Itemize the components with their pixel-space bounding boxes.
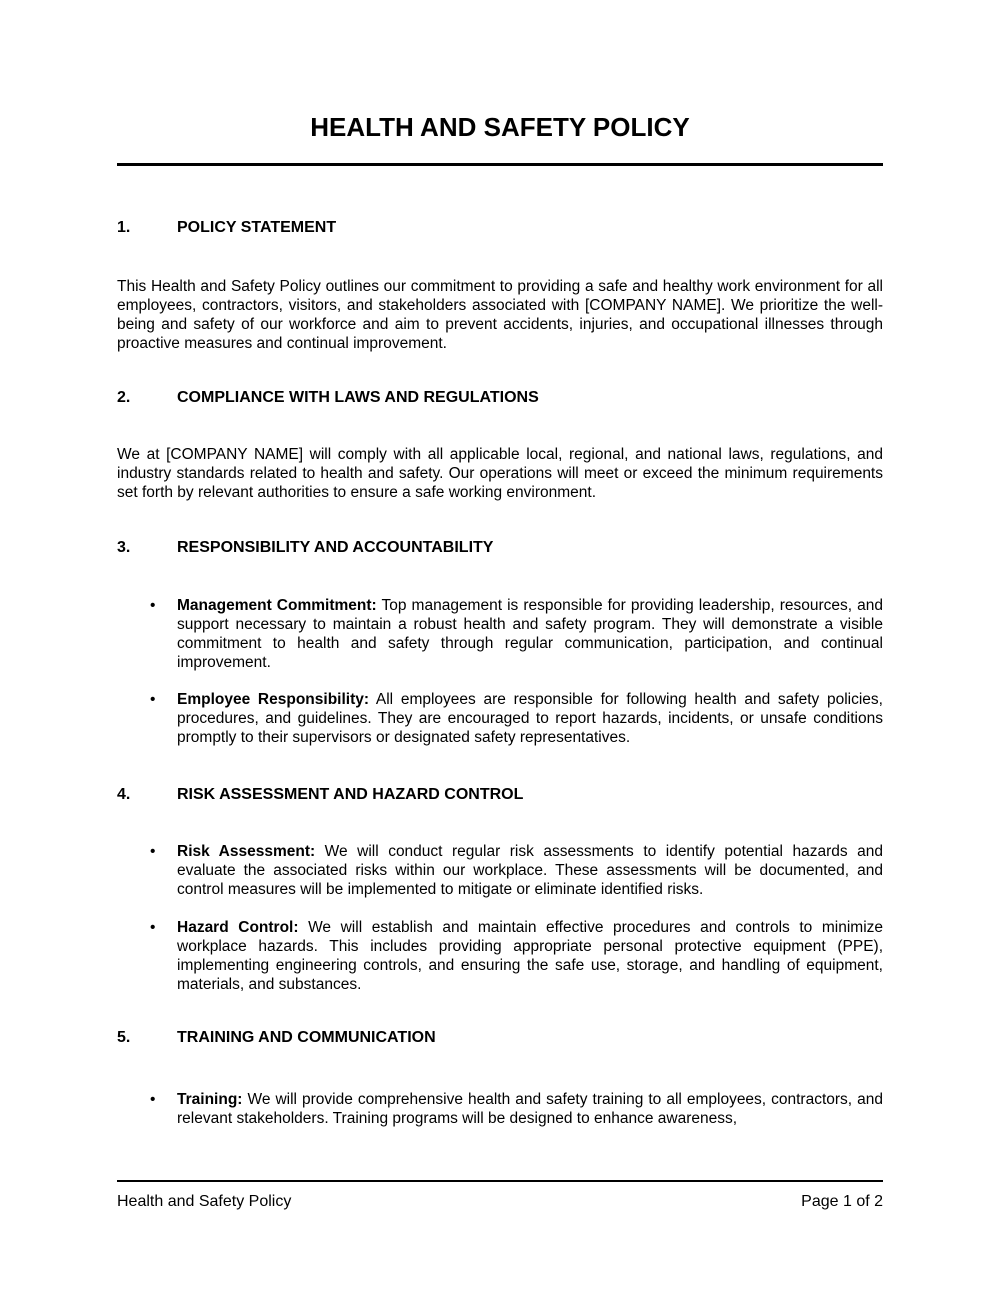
section-number: 2. <box>117 389 131 406</box>
footer-divider <box>117 1180 883 1182</box>
bullet-risk-assessment <box>117 842 883 899</box>
bullet-lead: Training: <box>177 1091 243 1108</box>
bullet-icon: • <box>150 1091 156 1108</box>
bullet-body: All employees are responsible for following health and safety policies, procedures, and guidelines. They are encouraged to report hazards, incidents, or unsafe conditions promptly to their supervisors or designated safety representatives. <box>177 691 883 746</box>
bullet-text <box>177 596 883 672</box>
section-heading-policy-statement <box>117 218 883 237</box>
paragraph-compliance: We at [COMPANY NAME] will comply with all applicable local, regional, and national laws, regulations, and industry standards related to health and safety. Our operations will meet or exceed the minimum requirements set forth by relevant authorities to ensure a safe working environment. <box>117 446 883 501</box>
bullet-icon: • <box>150 843 156 860</box>
section-title: TRAINING AND COMMUNICATION <box>177 1029 436 1046</box>
section-heading-responsibility <box>117 538 883 557</box>
bullet-training <box>117 1090 883 1128</box>
bullet-icon: • <box>150 597 156 614</box>
bullet-text <box>177 1090 883 1128</box>
section-title: POLICY STATEMENT <box>177 219 337 236</box>
bullet-text <box>177 690 883 747</box>
paragraph-policy-statement: This Health and Safety Policy outlines our commitment to providing a safe and healthy work environment for all employees, contractors, visitors, and stakeholders associated with [COMPANY NAME]. We prioritize the well-being and safety of our workforce and aim to prevent accidents, injuries, and occupational illnesses through proactive measures and continual improvement. <box>117 278 883 352</box>
bullet-body: We will conduct regular risk assessments to identify potential hazards and evaluate the associated risks within our workplace. These assessments will be documented, and control measures will be implemented to mitigate or eliminate identified risks. <box>177 843 883 898</box>
section-heading-training <box>117 1028 883 1047</box>
section-number: 5. <box>117 1029 131 1046</box>
footer-document-title: Health and Safety Policy <box>117 1193 292 1210</box>
bullet-lead: Management Commitment: <box>177 597 377 614</box>
bullet-body: We will provide comprehensive health and safety training to all employees, contractors, and relevant stakeholders. Training programs will be designed to enhance awareness, <box>177 1091 883 1127</box>
bullet-lead: Employee Responsibility: <box>177 691 370 708</box>
bullet-text <box>177 918 883 994</box>
bullet-management-commitment <box>117 596 883 672</box>
page-footer <box>117 1180 883 1211</box>
bullet-icon: • <box>150 691 156 708</box>
bullet-employee-responsibility <box>117 690 883 747</box>
section-title: COMPLIANCE WITH LAWS AND REGULATIONS <box>177 389 539 406</box>
section-title: RESPONSIBILITY AND ACCOUNTABILITY <box>177 539 494 556</box>
footer-page-number: Page 1 of 2 <box>801 1193 883 1210</box>
bullet-icon: • <box>150 919 156 936</box>
section-title: RISK ASSESSMENT AND HAZARD CONTROL <box>177 786 524 803</box>
section-number: 4. <box>117 786 131 803</box>
bullet-text <box>177 842 883 899</box>
title-divider <box>117 163 883 166</box>
section-heading-compliance <box>117 388 883 407</box>
bullet-body: Top management is responsible for providing leadership, resources, and support necessary to maintain a robust health and safety program. They will demonstrate a visible commitment to health and safety through regular communication, participation, and continual improvement. <box>177 597 883 671</box>
section-heading-risk-assessment <box>117 785 883 804</box>
bullet-lead: Risk Assessment: <box>177 843 316 860</box>
section-number: 1. <box>117 219 131 236</box>
bullet-hazard-control <box>117 918 883 994</box>
bullet-lead: Hazard Control: <box>177 919 299 936</box>
document-title: HEALTH AND SAFETY POLICY <box>310 112 690 142</box>
section-number: 3. <box>117 539 131 556</box>
bullet-body: We will establish and maintain effective procedures and controls to minimize workplace hazards. This includes providing appropriate personal protective equipment (PPE), implementing engineering controls, and ensuring the safe use, storage, and handling of equipment, materials, and substances. <box>177 919 884 993</box>
